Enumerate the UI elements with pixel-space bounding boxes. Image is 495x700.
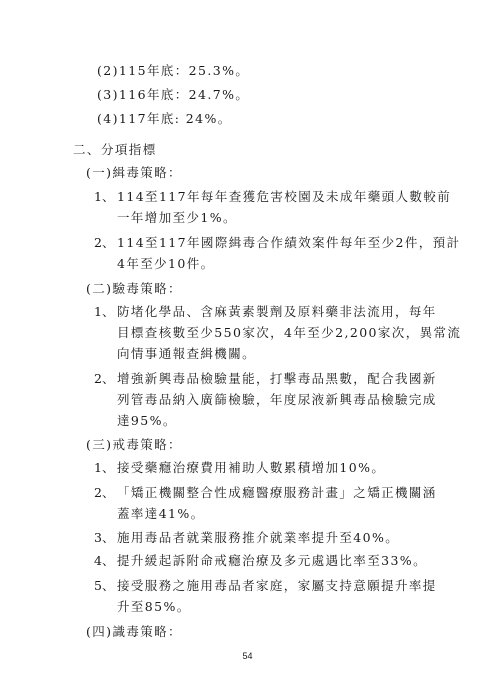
group-heading: (四)識毒策略： [86, 624, 182, 639]
section-number: 二、 [73, 142, 101, 157]
target-item: (4)117年底: 24%。 [97, 111, 232, 126]
item-number: 1、 [94, 304, 115, 319]
item-text: 升至85%。 [117, 599, 191, 614]
target-item: (2)115年底：25.3%。 [97, 63, 250, 78]
item-number: 5、 [94, 578, 115, 593]
item-number: 1、 [94, 189, 115, 204]
item-text: 114至117年每年查獲危害校園及未成年藥頭人數較前 [117, 189, 452, 204]
item-number: 2、 [94, 485, 115, 500]
group-heading: (一)緝毒策略： [86, 165, 182, 180]
item-number: 2、 [94, 371, 115, 386]
section-title: 分項指標 [101, 142, 157, 157]
item-text: 施用毒品者就業服務推介就業率提升至40%。 [117, 530, 400, 545]
group-heading: (二)驗毒策略： [86, 281, 182, 296]
item-number: 4、 [94, 553, 115, 568]
item-text: 目標查核數至少550家次，4年至少2,200家次，異常流 [117, 325, 462, 340]
group-heading: (三)戒毒策略： [86, 437, 182, 452]
item-text: 防堵化學品、含麻黃素製劑及原料藥非法流用，每年 [117, 304, 437, 319]
item-text: 提升緩起訴附命戒癮治療及多元處遇比率至33%。 [117, 553, 427, 568]
item-text: 向情事通報查緝機關。 [117, 346, 257, 361]
item-number: 1、 [94, 460, 115, 475]
item-text: 一年增加至少1%。 [117, 210, 237, 225]
item-text: 達95%。 [117, 413, 177, 428]
item-text: 接受服務之施用毒品者家庭，家屬支持意願提升率提 [117, 578, 437, 593]
item-text: 增強新興毒品檢驗量能，打擊毒品黑數，配合我國新 [117, 371, 437, 386]
page-number: 54 [242, 651, 253, 661]
item-number: 3、 [94, 530, 115, 545]
target-item: (3)116年底：24.7%。 [97, 87, 250, 102]
item-number: 2、 [94, 235, 115, 250]
item-text: 蓋率達41%。 [117, 506, 205, 521]
item-text: 接受藥癮治療費用補助人數累積增加10%。 [117, 460, 386, 475]
item-text: 4年至少10件。 [117, 256, 215, 271]
item-text: 「矯正機關整合性成癮醫療服務計畫」之矯正機關涵 [117, 485, 437, 500]
item-text: 列管毒品納入廣篩檢驗，年度尿液新興毒品檢驗完成 [117, 392, 437, 407]
item-text: 114至117年國際緝毒合作績效案件每年至少2件，預計 [117, 235, 461, 250]
